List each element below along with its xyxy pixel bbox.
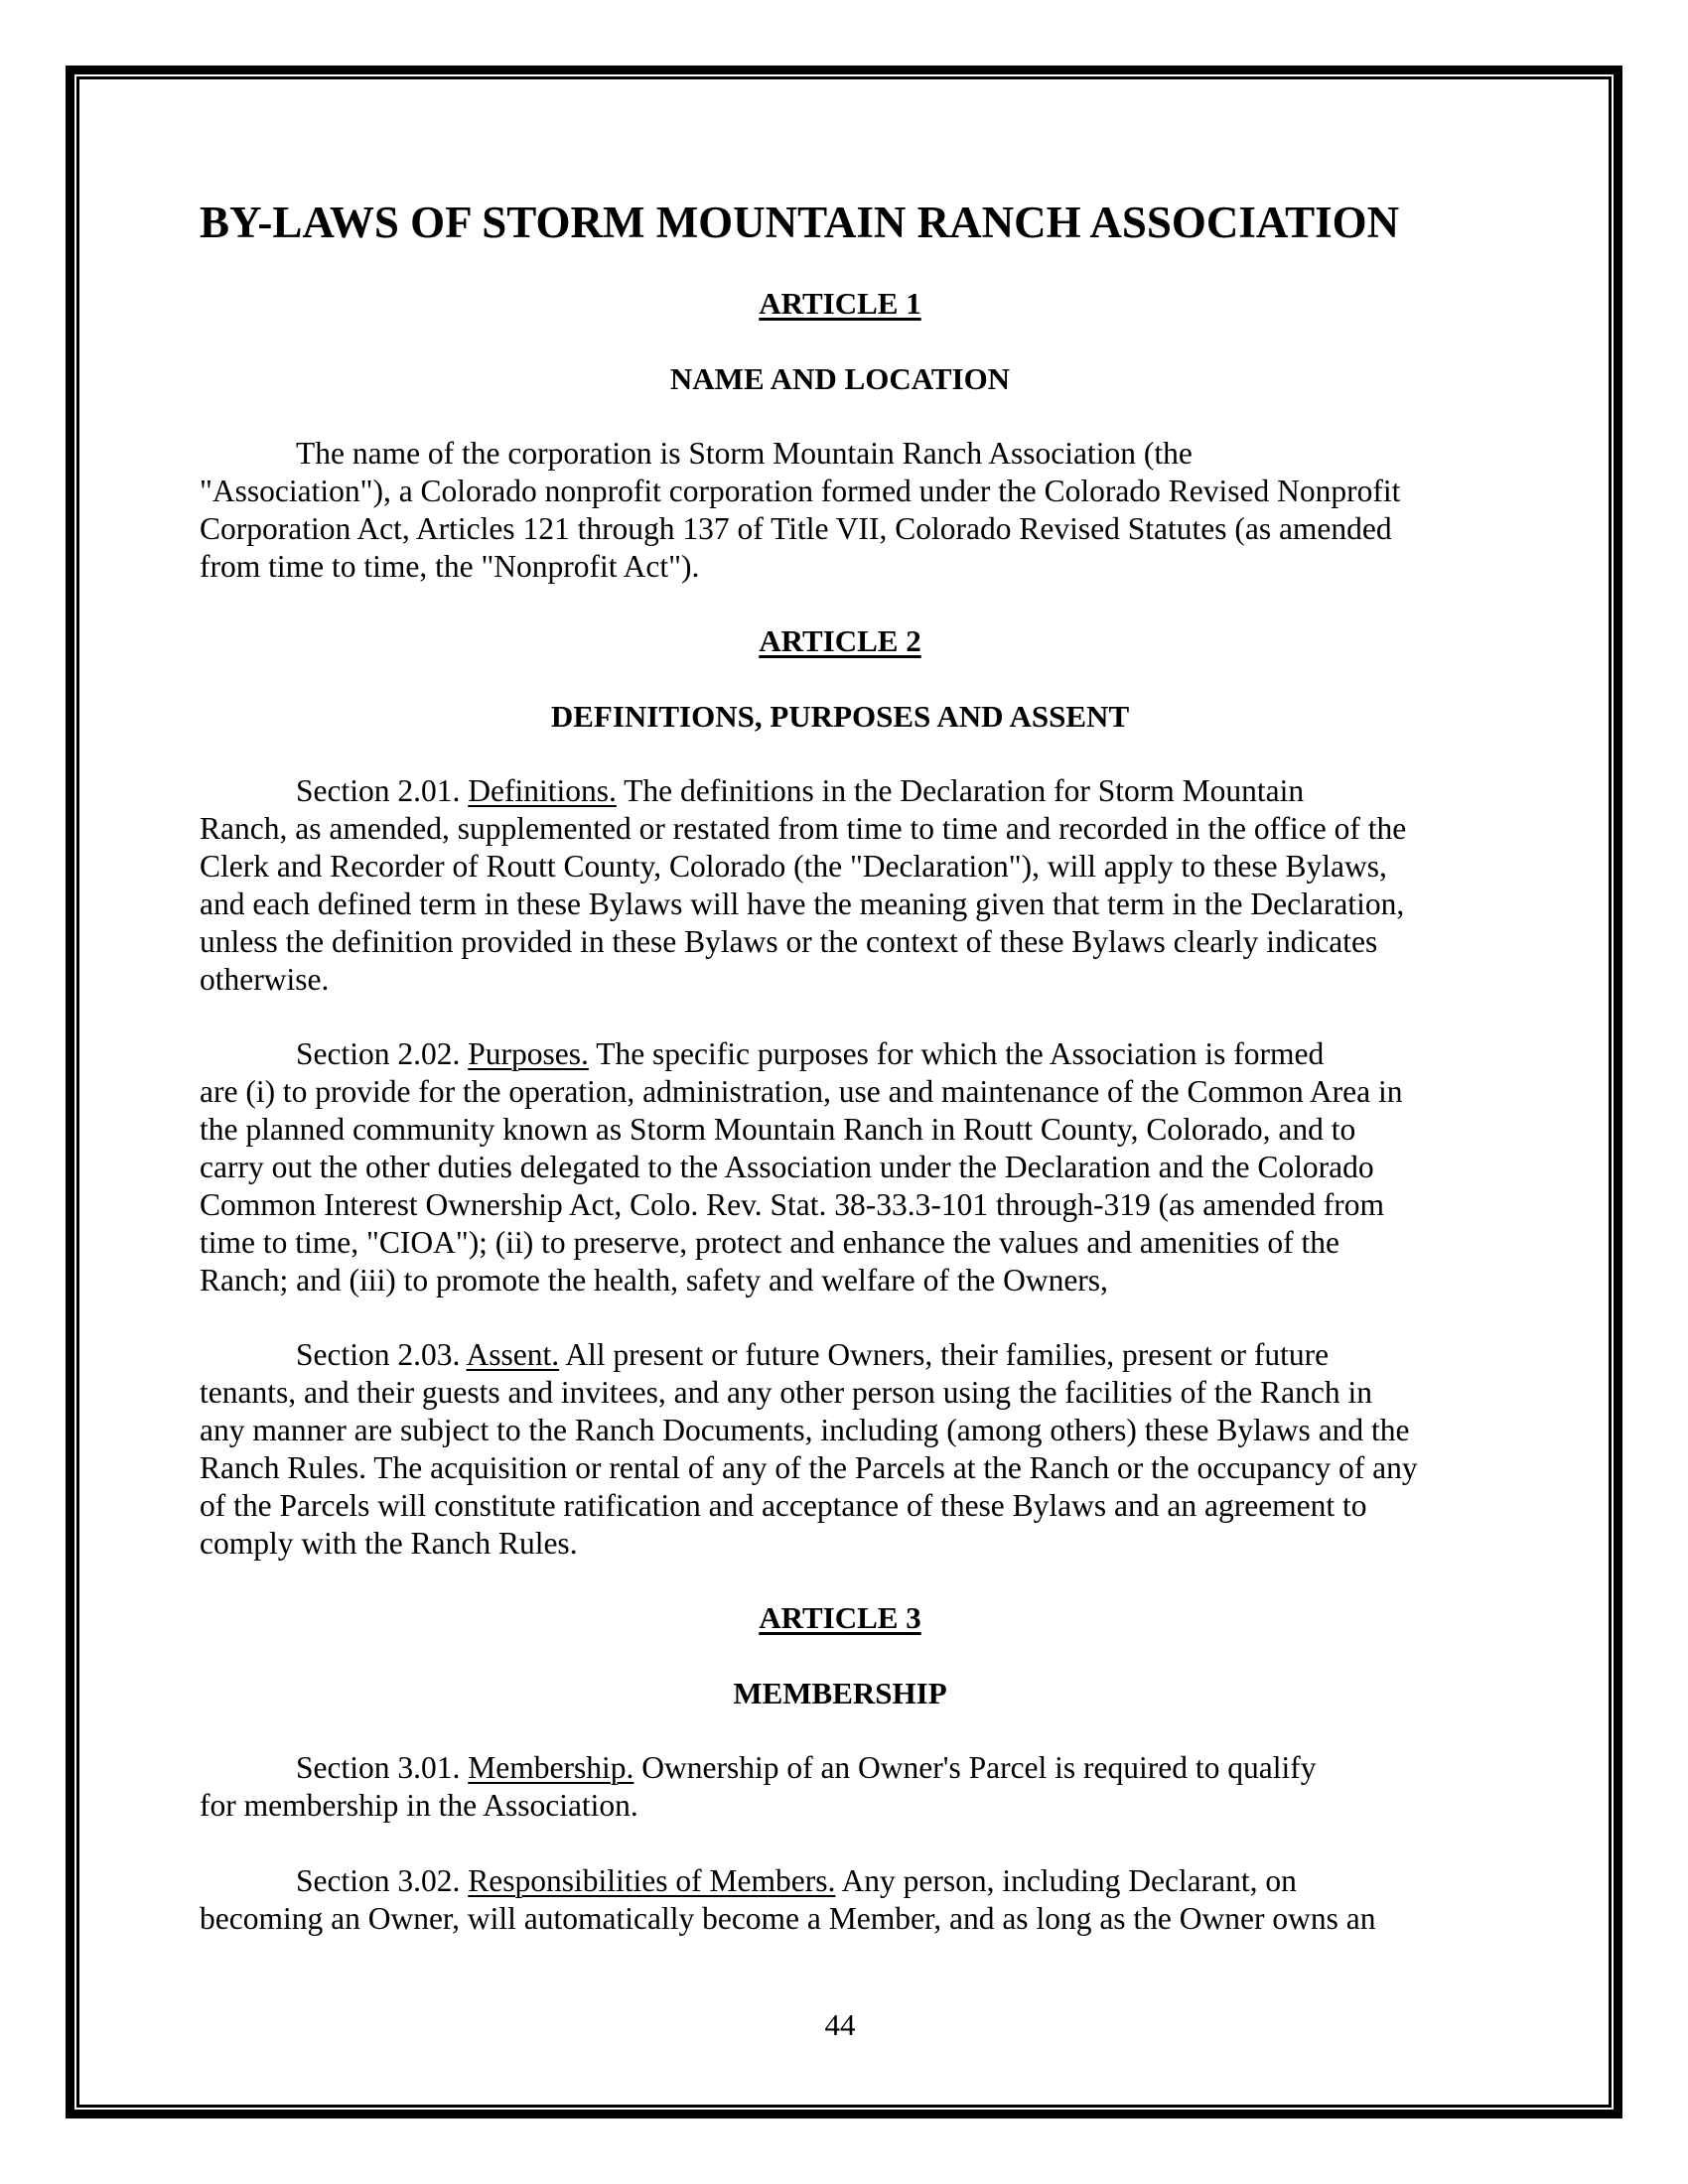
section-text: The definitions in the Declaration for Storm Mountain <box>616 773 1305 808</box>
article-1-label-text: ARTICLE 1 <box>759 286 921 321</box>
section-2-02 <box>200 1035 1490 1299</box>
article-2-heading: DEFINITIONS, PURPOSES AND ASSENT <box>550 699 1130 734</box>
paragraph-line <box>200 1862 1490 1900</box>
section-number: Section 3.02. <box>296 1863 469 1898</box>
article-1-paragraph <box>200 435 1490 586</box>
paragraph-line: comply with the Ranch Rules. <box>200 1526 578 1561</box>
paragraph-line: carry out the other duties delegated to the Association under the Declaration and the Colorado <box>200 1150 1374 1184</box>
article-2-label-text: ARTICLE 2 <box>759 623 921 658</box>
article-3-label-text: ARTICLE 3 <box>759 1600 921 1635</box>
paragraph-line: any manner are subject to the Ranch Documents, including (among others) these Bylaws and the <box>200 1413 1410 1447</box>
paragraph-line: becoming an Owner, will automatically become a Member, and as long as the Owner owns an <box>200 1901 1376 1936</box>
paragraph-line: unless the definition provided in these Bylaws or the context of these Bylaws clearly indicates <box>200 924 1378 959</box>
paragraph-line: otherwise. <box>200 962 330 997</box>
section-3-02 <box>200 1862 1490 1938</box>
section-title: Assent. <box>466 1337 560 1372</box>
paragraph-line: are (i) to provide for the operation, administration, use and maintenance of the Common Area in <box>200 1074 1403 1109</box>
paragraph-line: tenants, and their guests and invitees, and any other person using the facilities of the Ranch in <box>200 1375 1372 1410</box>
document-title: BY-LAWS OF STORM MOUNTAIN RANCH ASSOCIATION <box>200 198 1400 247</box>
article-3-heading: MEMBERSHIP <box>733 1676 947 1710</box>
section-2-01 <box>200 772 1490 999</box>
paragraph-line: time to time, "CIOA"); (ii) to preserve, protect and enhance the values and amenities of the <box>200 1225 1339 1260</box>
paragraph-line: Ranch; and (iii) to promote the health, safety and welfare of the Owners, <box>200 1263 1108 1297</box>
section-number: Section 2.03. <box>296 1337 467 1372</box>
paragraph-line: "Association"), a Colorado nonprofit corporation formed under the Colorado Revised Nonprofit <box>200 474 1401 508</box>
section-number: Section 2.02. <box>296 1036 469 1071</box>
paragraph-line <box>200 772 1490 810</box>
section-number: Section 3.01. <box>296 1750 469 1785</box>
paragraph-line: and each defined term in these Bylaws will have the meaning given that term in the Declaration, <box>200 887 1405 921</box>
paragraph-line: of the Parcels will constitute ratification and acceptance of these Bylaws and an agreement to <box>200 1488 1367 1523</box>
paragraph-line <box>200 1336 1490 1374</box>
section-text: Ownership of an Owner's Parcel is required to qualify <box>633 1750 1317 1785</box>
section-title: Purposes. <box>468 1036 589 1071</box>
paragraph-line: the planned community known as Storm Mountain Ranch in Routt County, Colorado, and to <box>200 1112 1356 1147</box>
section-text: Any person, including Declarant, on <box>835 1863 1297 1898</box>
paragraph-line: Clerk and Recorder of Routt County, Colorado (the "Declaration"), will apply to these Bylaws, <box>200 849 1387 884</box>
article-3-label <box>200 1599 1480 1637</box>
section-text: The specific purposes for which the Association is formed <box>588 1036 1325 1071</box>
section-text: All present or future Owners, their families, present or future <box>559 1337 1330 1372</box>
paragraph-line: Common Interest Ownership Act, Colo. Rev. Stat. 38-33.3-101 through-319 (as amended from <box>200 1187 1385 1222</box>
paragraph-line: Corporation Act, Articles 121 through 137 of Title VII, Colorado Revised Statutes (as amended <box>200 511 1392 546</box>
paragraph-line <box>200 1035 1490 1073</box>
section-title: Membership. <box>468 1750 634 1785</box>
paragraph-line: Ranch, as amended, supplemented or restated from time to time and recorded in the office of the <box>200 811 1407 846</box>
paragraph-line: for membership in the Association. <box>200 1788 638 1823</box>
page-number: 44 <box>824 2007 856 2042</box>
section-number: Section 2.01. <box>296 773 469 808</box>
article-2-label <box>200 622 1480 660</box>
paragraph-line: from time to time, the "Nonprofit Act"). <box>200 549 700 584</box>
article-1-label <box>200 285 1480 323</box>
section-title: Responsibilities of Members. <box>468 1863 836 1898</box>
section-title: Definitions. <box>468 773 617 808</box>
section-2-03 <box>200 1336 1490 1563</box>
section-3-01 <box>200 1749 1490 1825</box>
paragraph-line: Ranch Rules. The acquisition or rental of any of the Parcels at the Ranch or the occupancy of any <box>200 1450 1418 1485</box>
article-1-heading: NAME AND LOCATION <box>669 361 1011 396</box>
paragraph-line: The name of the corporation is Storm Mountain Ranch Association (the <box>296 436 1193 471</box>
paragraph-line <box>200 1749 1490 1787</box>
